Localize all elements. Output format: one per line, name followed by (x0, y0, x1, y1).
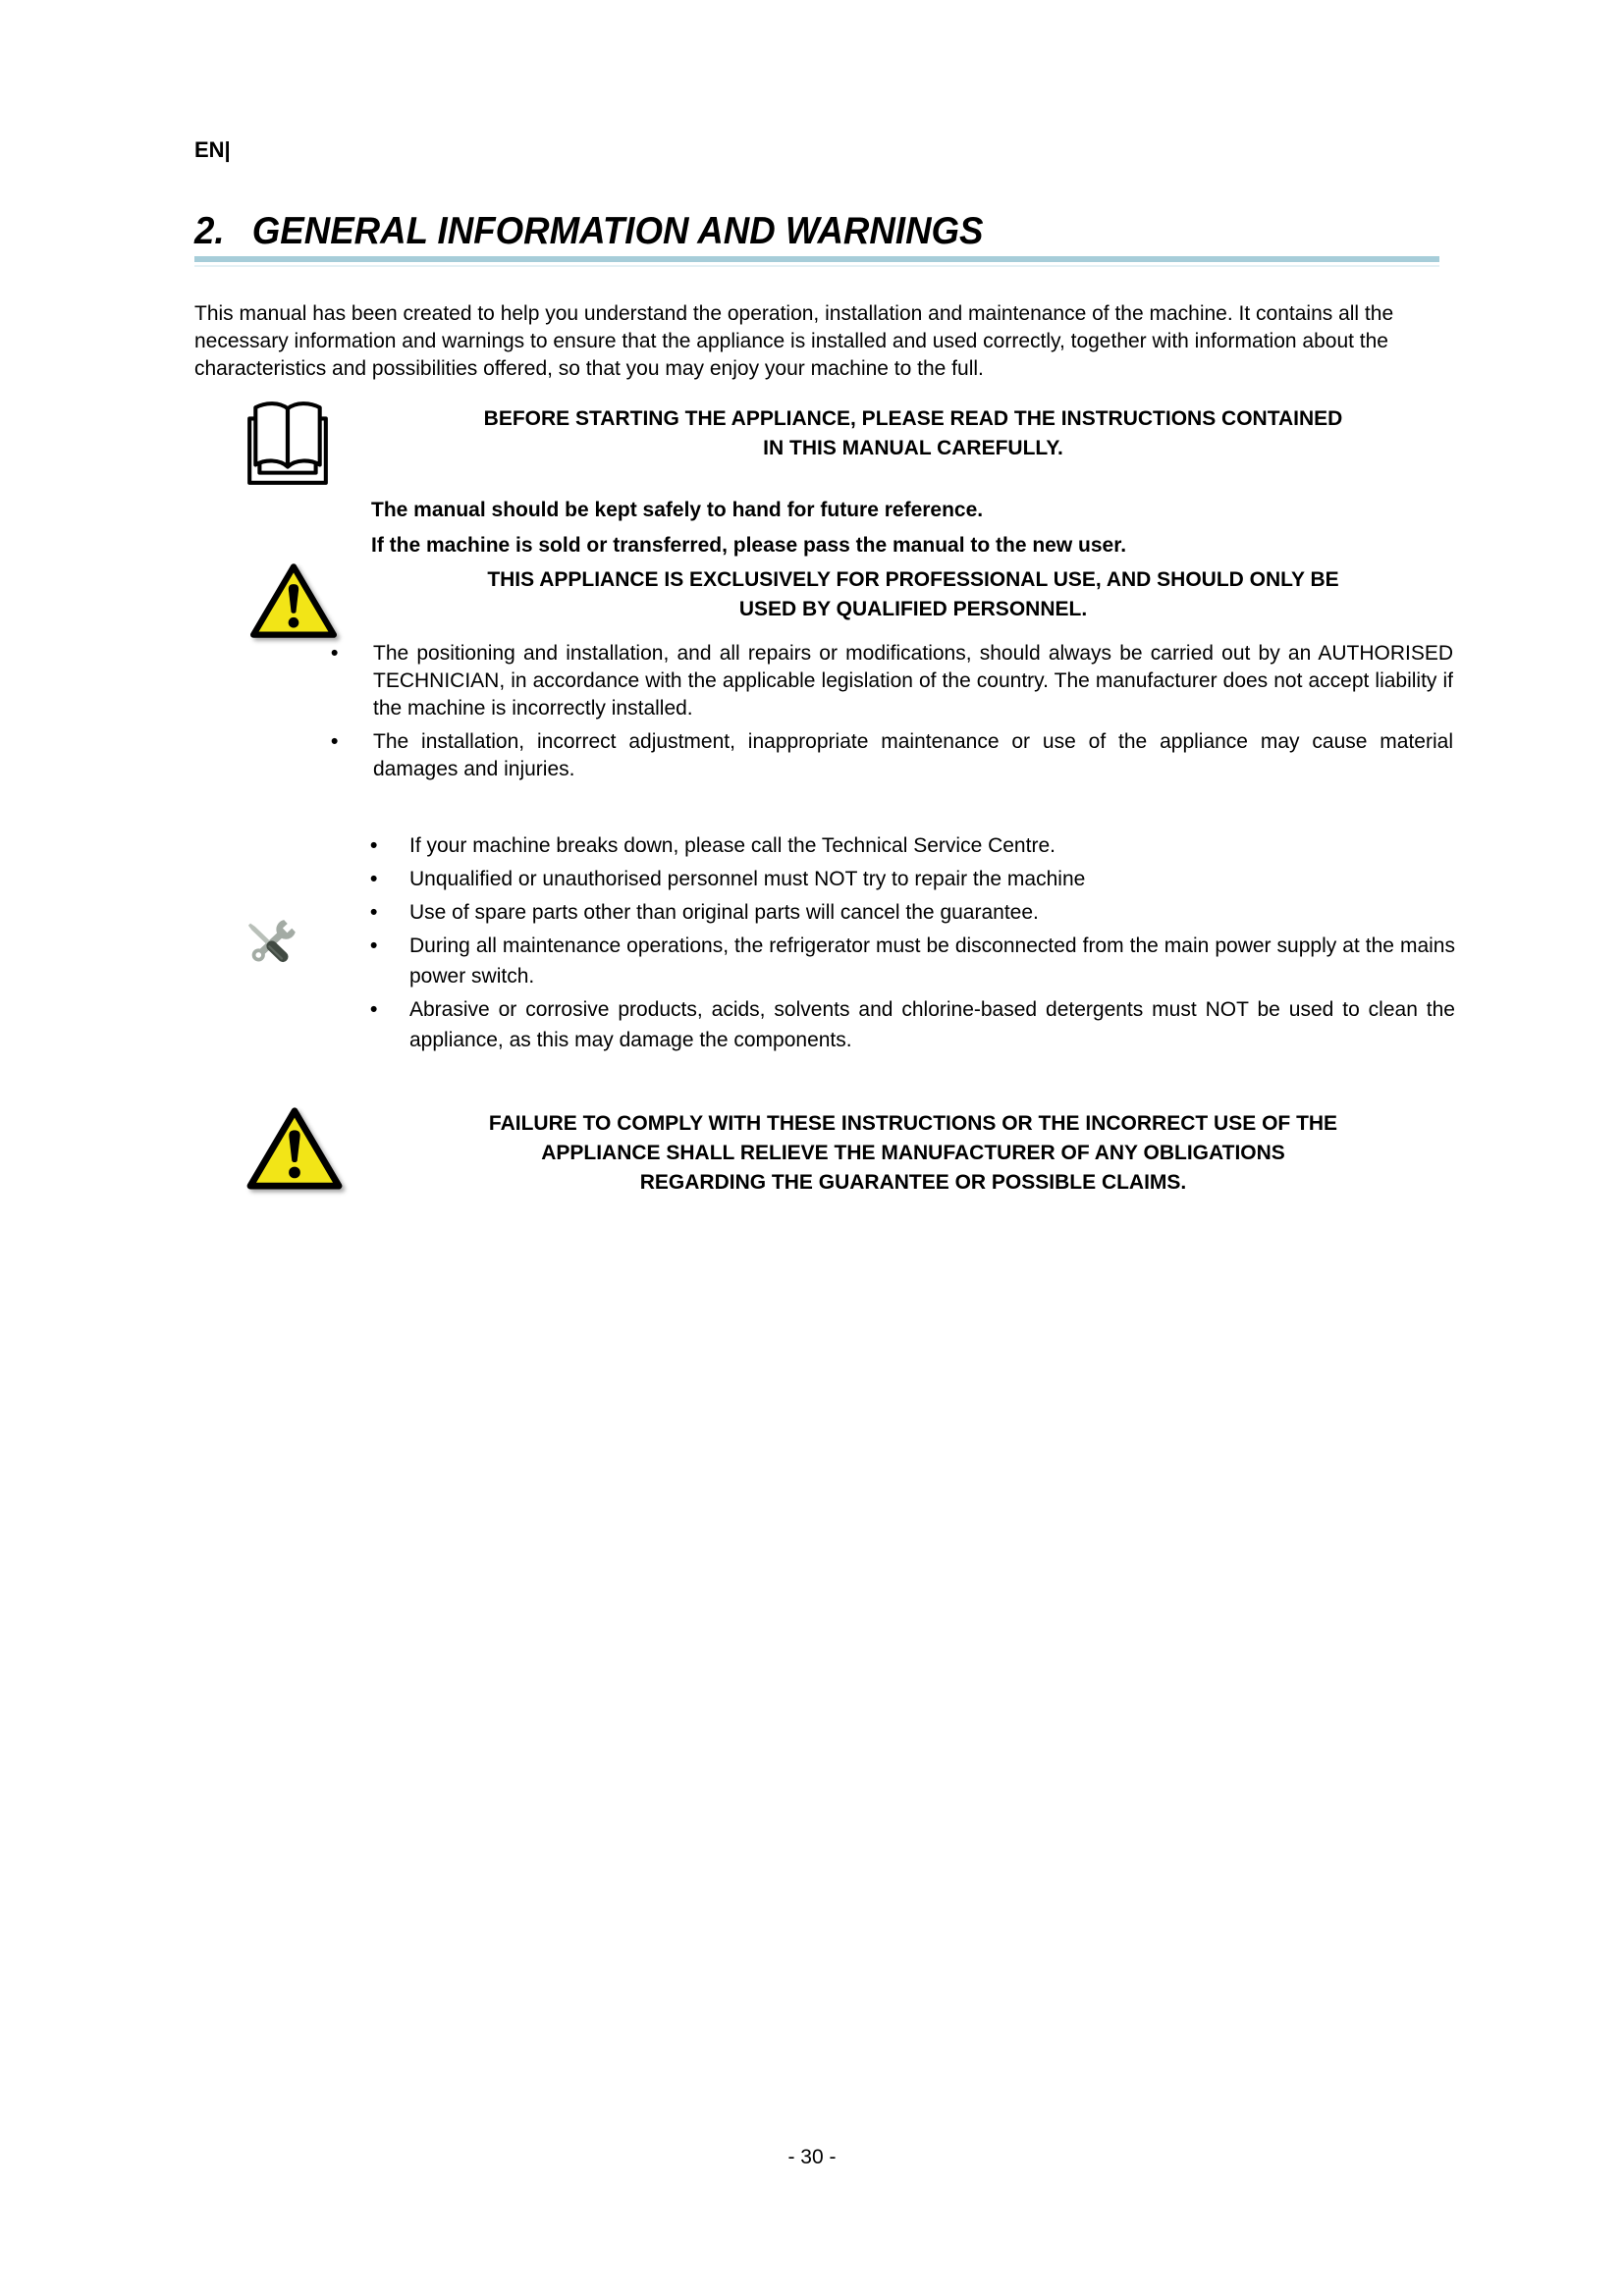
icon-column (194, 561, 371, 640)
section-number: 2. (194, 210, 225, 252)
icon-column (194, 912, 371, 977)
open-book-icon (242, 399, 334, 489)
language-tag: EN| (194, 137, 231, 162)
list-item: • Unqualified or unauthorised personnel must NOT try to repair the machine (366, 864, 1455, 894)
section-heading (194, 212, 1455, 251)
heading-rule (194, 256, 1439, 262)
professional-use-section (194, 561, 1455, 640)
notice-line: THIS APPLIANCE IS EXCLUSIVELY FOR PROFESSIONAL USE, AND SHOULD ONLY BE (487, 568, 1339, 591)
notice-line: IN THIS MANUAL CAREFULLY. (763, 437, 1063, 459)
notice-line: FAILURE TO COMPLY WITH THESE INSTRUCTIONS OR THE INCORRECT USE OF THE (488, 1112, 1338, 1135)
page-number: - 30 - (787, 2146, 837, 2168)
heading-rule-light (194, 265, 1439, 267)
notice-line: BEFORE STARTING THE APPLIANCE, PLEASE READ THE INSTRUCTIONS CONTAINED (483, 407, 1343, 430)
icon-column (194, 399, 371, 489)
warning-triangle-icon (245, 1105, 344, 1192)
list-item: • During all maintenance operations, the refrigerator must be disconnected from the main power supply at the mains power switch. (366, 931, 1455, 991)
service-bullet-list (366, 830, 1455, 1058)
notice-line: USED BY QUALIFIED PERSONNEL. (738, 598, 1088, 620)
page-content (194, 137, 1455, 1198)
guarantee-section (194, 1105, 1455, 1198)
list-item: • The installation, incorrect adjustment, inappropriate maintenance or use of the appliance may cause material damages and injuries. (329, 728, 1453, 783)
professional-use-notice (371, 561, 1455, 624)
icon-column (194, 1105, 371, 1192)
before-starting-notice (371, 399, 1455, 463)
guarantee-notice (371, 1105, 1455, 1198)
list-item: • Abrasive or corrosive products, acids, solvents and chlorine-based detergents must NOT be used to clean the appliance, as this may damage the components. (366, 994, 1455, 1055)
warning-triangle-icon (249, 561, 338, 640)
installation-bullet-list (329, 640, 1453, 783)
list-item: • The positioning and installation, and all repairs or modifications, should always be carried out by an AUTHORISED TECHNICIAN, in accordance with the applicable legislation of the country. The manufacturer does not accept liability if the machine is incorrectly installed. (329, 640, 1453, 722)
list-item: • If your machine breaks down, please call the Technical Service Centre. (366, 830, 1455, 861)
notice-line: APPLIANCE SHALL RELIEVE THE MANUFACTURER OF ANY OBLIGATIONS (541, 1142, 1285, 1164)
list-item: • Use of spare parts other than original parts will cancel the guarantee. (366, 897, 1455, 928)
maintenance-section (194, 830, 1455, 1058)
tools-icon (238, 912, 302, 977)
read-manual-section (194, 399, 1455, 489)
section-title: GENERAL INFORMATION AND WARNINGS (251, 210, 984, 252)
notice-line: REGARDING THE GUARANTEE OR POSSIBLE CLAIMS. (639, 1171, 1187, 1194)
transfer-manual-line: If the machine is sold or transferred, please pass the manual to the new user. (371, 534, 1127, 557)
intro-paragraph: This manual has been created to help you understand the operation, installation and maintenance of the machine. It contains all the necessary information and warnings to ensure that the appliance is installed and used correctly, together with information about the characteristics and possibilities offered, so that you may enjoy your machine to the full. (194, 302, 1394, 380)
keep-manual-line: The manual should be kept safely to hand for future reference. (371, 499, 984, 521)
